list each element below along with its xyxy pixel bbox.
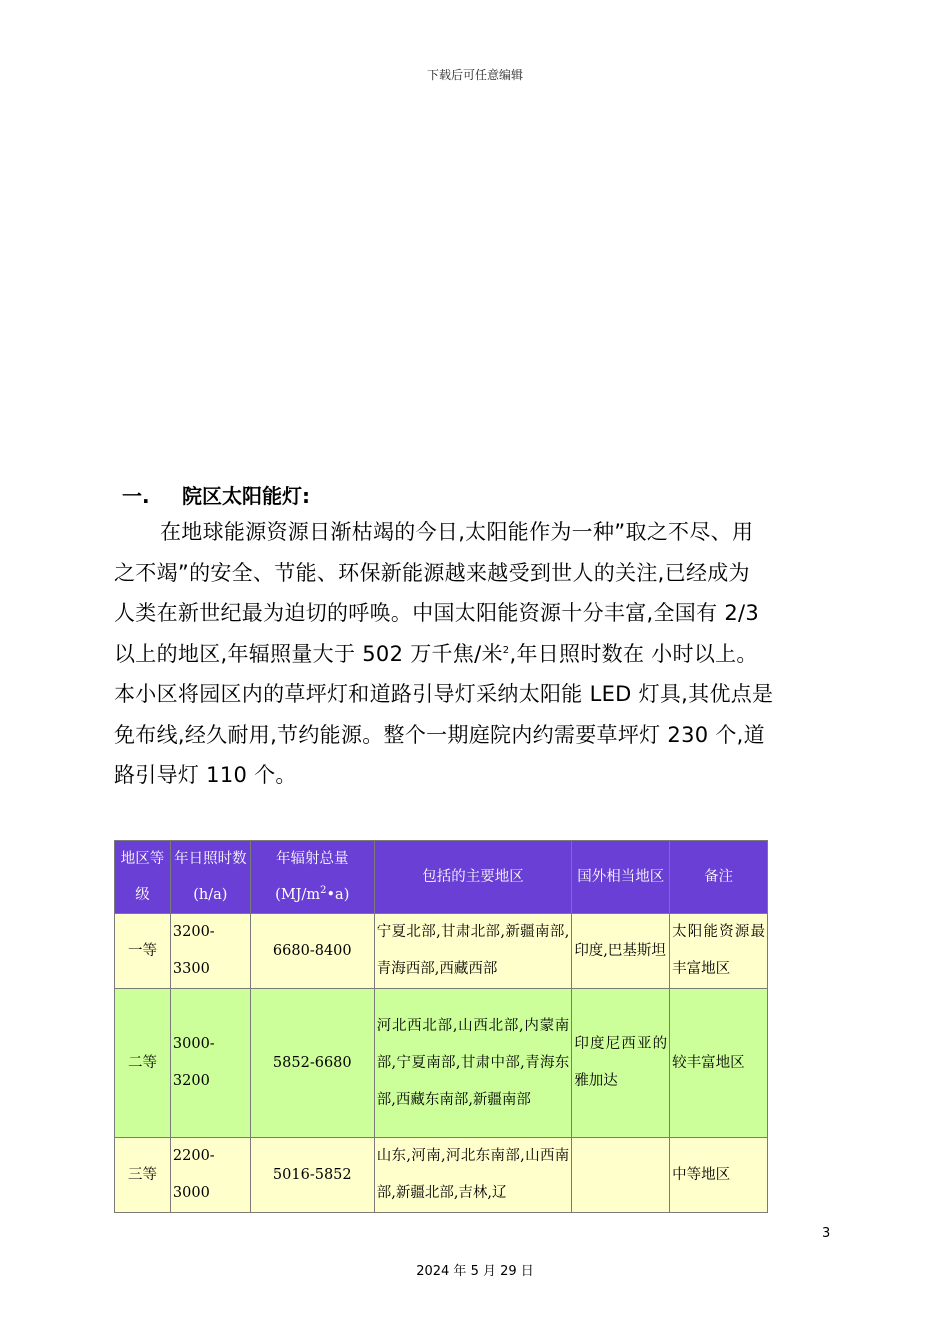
cell-notes: 太阳能资源最丰富地区 xyxy=(670,914,768,989)
solar-resource-table xyxy=(114,840,768,1213)
page-header: 下载后可任意编辑 xyxy=(426,68,523,82)
cell-foreign: 印度尼西亚的雅加达 xyxy=(572,989,670,1138)
section-number: 一. xyxy=(122,484,150,508)
cell-radiation: 6680-8400 xyxy=(250,914,374,989)
table-row xyxy=(115,914,768,989)
table-header-row xyxy=(115,841,768,914)
header-radiation xyxy=(250,841,374,914)
header-notes: 备注 xyxy=(670,841,768,914)
header-radiation-text: 年辐射总量(MJ/m xyxy=(275,851,349,903)
cell-grade: 二等 xyxy=(115,989,171,1138)
header-radiation-text: •a) xyxy=(326,887,350,903)
paragraph-line: 在地球能源资源日渐枯竭的今日,太阳能作为一种”取之不尽、用 xyxy=(160,520,754,544)
section-title: 院区太阳能灯: xyxy=(182,484,310,508)
cell-hours: 2200-3000 xyxy=(170,1138,250,1213)
page-footer-date: 2024 年 5 月 29 日 xyxy=(416,1264,534,1279)
cell-hours: 3200-3300 xyxy=(170,914,250,989)
paragraph-text: 以上的地区,年辐照量大于 502 万千焦/米 xyxy=(114,641,503,666)
table-row xyxy=(115,1138,768,1213)
cell-regions: 山东,河南,河北东南部,山西南部,新疆北部,吉林,辽 xyxy=(374,1138,572,1213)
cell-radiation: 5016-5852 xyxy=(250,1138,374,1213)
body-paragraph xyxy=(114,512,836,796)
cell-notes: 较丰富地区 xyxy=(670,989,768,1138)
cell-grade: 一等 xyxy=(115,914,171,989)
paragraph-line: 人类在新世纪最为迫切的呼唤。中国太阳能资源十分丰富,全国有 2/3 xyxy=(114,601,760,625)
paragraph-line: 免布线,经久耐用,节约能源。整个一期庭院内约需要草坪灯 230 个,道 xyxy=(114,722,765,747)
header-hours: 年日照时数(h/a) xyxy=(170,841,250,914)
paragraph-text: ,年日照时数在 小时以上。 xyxy=(509,641,758,666)
superscript: 2 xyxy=(502,644,510,656)
table-row xyxy=(115,989,768,1138)
cell-hours: 3000-3200 xyxy=(170,989,250,1138)
header-regions: 包括的主要地区 xyxy=(374,841,572,914)
paragraph-line: 之不竭”的安全、节能、环保新能源越来越受到世人的关注,已经成为 xyxy=(114,560,750,585)
paragraph-line: 本小区将园区内的草坪灯和道路引导灯采纳太阳能 LED 灯具,其优点是 xyxy=(114,682,774,706)
superscript: 2 xyxy=(320,885,327,897)
section-heading xyxy=(122,480,310,509)
paragraph-line xyxy=(114,634,836,675)
cell-grade: 三等 xyxy=(115,1138,171,1213)
cell-foreign xyxy=(572,1138,670,1213)
cell-regions: 宁夏北部,甘肃北部,新疆南部,青海西部,西藏西部 xyxy=(374,914,572,989)
header-grade: 地区等级 xyxy=(115,841,171,914)
page-number: 3 xyxy=(822,1226,831,1241)
header-foreign: 国外相当地区 xyxy=(572,841,670,914)
cell-foreign: 印度,巴基斯坦 xyxy=(572,914,670,989)
paragraph-line: 路引导灯 110 个。 xyxy=(114,763,297,787)
cell-regions: 河北西北部,山西北部,内蒙南部,宁夏南部,甘肃中部,青海东部,西藏东南部,新疆南部 xyxy=(374,989,572,1138)
cell-radiation: 5852-6680 xyxy=(250,989,374,1138)
cell-notes: 中等地区 xyxy=(670,1138,768,1213)
